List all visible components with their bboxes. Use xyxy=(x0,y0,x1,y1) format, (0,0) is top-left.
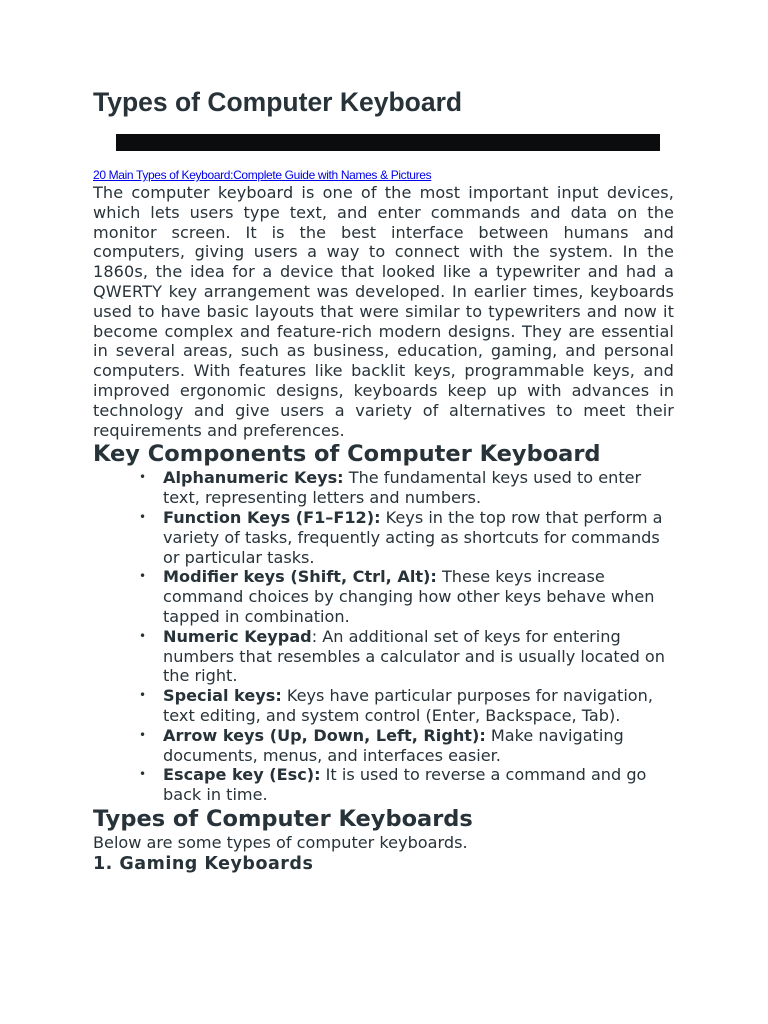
list-item xyxy=(163,567,674,626)
key-components-list xyxy=(93,468,674,805)
keyboard-types-heading: Types of Computer Keyboards xyxy=(93,805,473,832)
component-description: Make navigating documents, menus, and interfaces easier. xyxy=(163,725,624,765)
redaction-bar xyxy=(116,134,660,151)
component-description: Keys in the top row that perform a variety of tasks, frequently acting as shortcuts for commands or particular tasks. xyxy=(163,507,663,567)
component-name: Special keys: xyxy=(163,686,282,706)
component-name: Modifier keys (Shift, Ctrl, Alt): xyxy=(163,567,437,587)
list-item xyxy=(163,627,674,686)
list-item xyxy=(163,765,674,805)
source-article-link[interactable]: 20 Main Types of Keyboard:Complete Guide with Names & Pictures xyxy=(93,168,432,182)
component-name: Numeric Keypad xyxy=(163,626,312,646)
component-description: These keys increase command choices by changing how other keys behave when tapped in combination. xyxy=(163,567,655,626)
gaming-keyboards-heading: 1. Gaming Keyboards xyxy=(93,853,314,874)
list-item xyxy=(163,726,674,766)
keyboard-types-intro: Below are some types of computer keyboards. xyxy=(93,832,468,852)
component-name: Function Keys (F1–F12): xyxy=(163,507,381,527)
component-name: Alphanumeric Keys: xyxy=(163,468,344,488)
list-item xyxy=(163,686,674,726)
list-item xyxy=(163,508,674,567)
list-item xyxy=(163,468,674,508)
intro-paragraph: The computer keyboard is one of the most important input devices, which lets users type text, and enter commands and data on the monitor screen. It is the best interface between humans and computers, giving users a way to connect with the system. In the 1860s, the idea for a device that looked like a typewriter and had a QWERTY key arrangement was developed. In earlier times, keyboards used to have basic layouts that were similar to typewriters and now it become complex and feature-rich modern designs. They are essential in several areas, such as business, education, gaming, and personal computers. With features like backlit keys, programmable keys, and improved ergonomic designs, keyboards keep up with advances in technology and give users a variety of alternatives to meet their requirements and preferences. xyxy=(93,183,674,440)
component-description: The fundamental keys used to enter text, representing letters and numbers. xyxy=(163,468,642,508)
component-description: Keys have particular purposes for navigation, text editing, and system control (Enter, Backspace, Tab). xyxy=(163,686,653,725)
document-body xyxy=(93,183,674,875)
component-description: : An additional set of keys for entering numbers that resembles a calculator and is usually located on the right. xyxy=(163,626,665,686)
document-title: Types of Computer Keyboard xyxy=(93,87,463,117)
key-components-heading: Key Components of Computer Keyboard xyxy=(93,441,601,468)
component-description: It is used to reverse a command and go back in time. xyxy=(163,765,647,805)
component-name: Arrow keys (Up, Down, Left, Right): xyxy=(163,725,486,745)
component-name: Escape key (Esc): xyxy=(163,765,321,785)
